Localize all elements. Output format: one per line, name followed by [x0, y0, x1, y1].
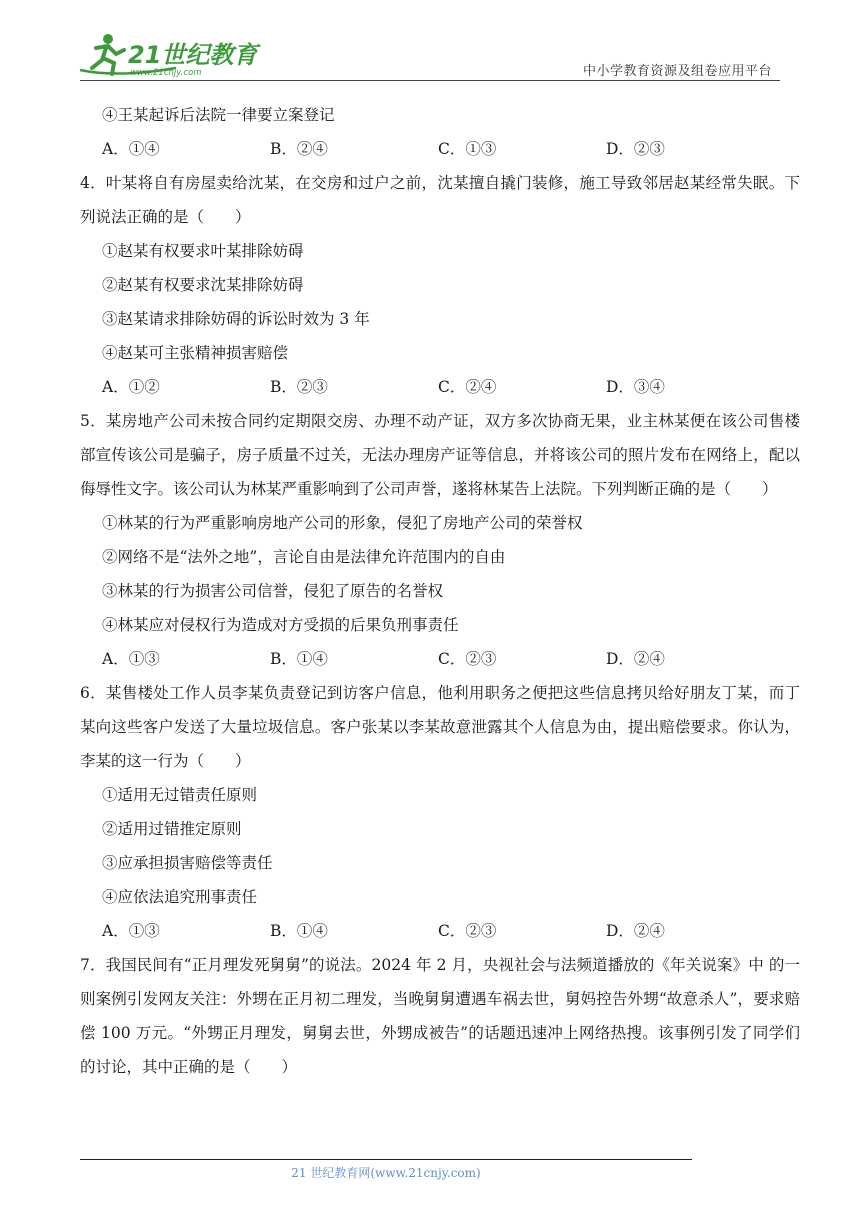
q6-choice-b[interactable]: B．①④ [270, 922, 328, 940]
q5-option-4: ④林某应对侵权行为造成对方受损的后果负刑事责任 [102, 616, 459, 634]
q6-choices [80, 914, 800, 948]
q6-stem: 6．某售楼处工作人员李某负责登记到访客户信息，他利用职务之便把这些信息拷贝给好朋友丁某，而丁某向这些客户发送了大量垃圾信息。客户张某以李某故意泄露其个人信息为由，提出赔偿要求。你认为，李某的这一行为（ ） [80, 684, 800, 770]
question-content [80, 98, 800, 1084]
q5-choice-d[interactable]: D．②④ [606, 650, 665, 668]
header-divider [80, 80, 780, 81]
q5-option-2: ②网络不是“法外之地”，言论自由是法律允许范围内的自由 [102, 548, 506, 566]
q6-option-4: ④应依法追究刑事责任 [102, 888, 258, 906]
q4-option-2: ②赵某有权要求沈某排除妨碍 [102, 276, 304, 294]
page-header [0, 0, 860, 84]
q5-option-3: ③林某的行为损害公司信誉，侵犯了原告的名誉权 [102, 582, 444, 600]
q4-choice-d[interactable]: D．③④ [606, 378, 665, 396]
q5-choice-a[interactable]: A．①③ [102, 650, 160, 668]
site-logo [78, 30, 278, 78]
q6-choice-d[interactable]: D．②④ [606, 922, 665, 940]
q4-choice-a[interactable]: A．①② [102, 378, 160, 396]
q3-choices [80, 132, 800, 166]
q5-choice-c[interactable]: C．②③ [438, 650, 497, 668]
q5-choice-b[interactable]: B．①④ [270, 650, 328, 668]
q3-choice-a[interactable]: A．①④ [102, 140, 160, 158]
q5-choices [80, 642, 800, 676]
q4-choices [80, 370, 800, 404]
footer-link[interactable]: 21 世纪教育网(www.21cnjy.com) [291, 1166, 481, 1180]
q6-option-1: ①适用无过错责任原则 [102, 786, 258, 804]
q4-choice-b[interactable]: B．②③ [270, 378, 328, 396]
q3-choice-c[interactable]: C．①③ [438, 140, 497, 158]
q4-option-3: ③赵某请求排除妨碍的诉讼时效为 3 年 [102, 310, 370, 328]
svg-text:21世纪教育: 21世纪教育 [128, 41, 258, 69]
q5-stem: 5．某房地产公司未按合同约定期限交房、办理不动产证，双方多次协商无果，业主林某便在该公司售楼部宣传该公司是骗子，房子质量不过关，无法办理房产证等信息，并将该公司的照片发布在网络上，配以侮辱性文字。该公司认为林某严重影响到了公司声誉，遂将林某告上法院。下列判断正确的是（ ） [80, 412, 800, 498]
platform-tagline: 中小学教育资源及组卷应用平台 [582, 64, 772, 79]
q7-stem: 7．我国民间有“正月理发死舅舅”的说法。2024 年 2 月，央视社会与法频道播放的《年关说案》中 的一则案例引发网友关注：外甥在正月初二理发，当晚舅舅遭遇车祸去世，舅妈控告外甥“故意杀人”，要求赔偿 100 万元。“外甥正月理发，舅舅去世，外甥成被告”的话题迅速冲上网络热搜。该事例引发了同学们的讨论，其中正确的是（ ） [80, 956, 800, 1076]
q6-option-3: ③应承担损害赔偿等责任 [102, 854, 273, 872]
q6-option-2: ②适用过错推定原则 [102, 820, 242, 838]
q3-option-4: ④王某起诉后法院一律要立案登记 [102, 106, 335, 124]
q3-choice-b[interactable]: B．②④ [270, 140, 328, 158]
q6-choice-a[interactable]: A．①③ [102, 922, 160, 940]
q4-option-1: ①赵某有权要求叶某排除妨碍 [102, 242, 304, 260]
q4-stem: 4．叶某将自有房屋卖给沈某，在交房和过户之前，沈某擅自撬门装修，施工导致邻居赵某经常失眠。下列说法正确的是（ ） [80, 174, 800, 226]
svg-text:www.21cnjy.com: www.21cnjy.com [130, 68, 202, 78]
q6-choice-c[interactable]: C．②③ [438, 922, 497, 940]
q4-choice-c[interactable]: C．②④ [438, 378, 497, 396]
q5-option-1: ①林某的行为严重影响房地产公司的形象，侵犯了房地产公司的荣誉权 [102, 514, 583, 532]
footer-divider [80, 1159, 692, 1160]
q4-option-4: ④赵某可主张精神损害赔偿 [102, 344, 289, 362]
q3-choice-d[interactable]: D．②③ [606, 140, 665, 158]
